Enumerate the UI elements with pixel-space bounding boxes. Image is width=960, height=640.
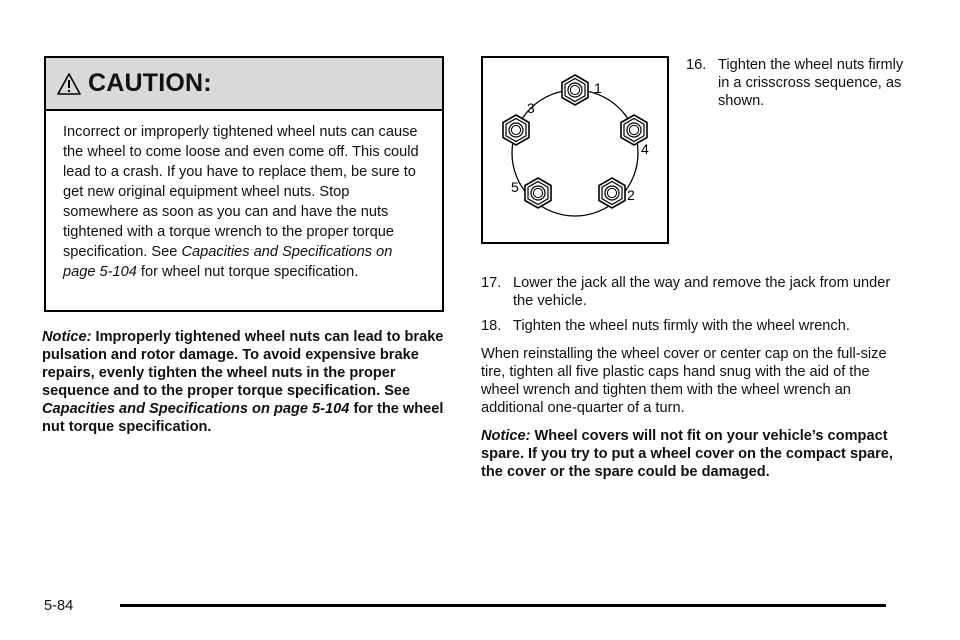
notice-label: Notice: bbox=[42, 329, 92, 345]
wheel-nut-1 bbox=[562, 75, 588, 105]
step-number: 17. bbox=[481, 275, 502, 291]
step-17 bbox=[481, 274, 901, 310]
step-number: 18. bbox=[481, 318, 502, 334]
notice-reference: Capacities and Specifications on page 5-104 bbox=[42, 401, 350, 417]
reinstall-paragraph: When reinstalling the wheel cover or center cap on the full-size tire, tighten all five plastic caps hand snug with the aid of the wheel wrench and tighten them with the wheel wrench an additional one-quarter of a turn. bbox=[481, 346, 887, 416]
notice-text: Wheel covers will not fit on your vehicle’s compact spare. If you try to put a wheel cover on the compact spare, the cover or the spare could be damaged. bbox=[481, 428, 893, 480]
notice-wheel-cover bbox=[481, 427, 901, 481]
warning-triangle-icon bbox=[56, 72, 82, 96]
caution-text: Incorrect or improperly tightened wheel nuts can cause the wheel to come loose and even come off. This could lead to a crash. If you have to replace them, be sure to get new original equipment wheel nuts. Stop somewhere as soon as you can and have the nuts tightened with a torque wrench to the proper torque specification. See bbox=[63, 124, 419, 260]
step-16 bbox=[686, 56, 916, 110]
notice-text: Improperly tightened wheel nuts can lead to brake pulsation and rotor damage. To avoid expensive brake repairs, evenly tighten the wheel nuts in the proper sequence and to the proper torque specification. See bbox=[42, 329, 444, 399]
step-18 bbox=[481, 317, 901, 335]
notice-label: Notice: bbox=[481, 428, 531, 444]
caution-body bbox=[46, 111, 442, 282]
wheel-nut-sequence-diagram bbox=[481, 56, 669, 244]
step-text: Tighten the wheel nuts firmly with the wheel wrench. bbox=[513, 318, 850, 334]
caution-box bbox=[44, 56, 444, 312]
wheel-nut-5 bbox=[525, 178, 551, 208]
notice-text-end: for the wheel nut torque specification. bbox=[42, 401, 444, 435]
wheel-nut-2 bbox=[599, 178, 625, 208]
caution-text-end: for wheel nut torque specification. bbox=[136, 264, 359, 280]
wheel-diagram-svg bbox=[483, 58, 667, 242]
notice-brake bbox=[42, 328, 452, 436]
nut-label-1: 1 bbox=[594, 80, 602, 96]
caution-header bbox=[46, 58, 442, 111]
step-text: Lower the jack all the way and remove the jack from under the vehicle. bbox=[513, 275, 891, 309]
nut-label-5: 5 bbox=[511, 179, 519, 195]
caution-title: CAUTION: bbox=[88, 69, 212, 97]
caution-reference: Capacities and Specifications on page 5-104 bbox=[63, 244, 393, 280]
nut-label-3: 3 bbox=[527, 100, 535, 116]
page-number: 5-84 bbox=[44, 598, 74, 614]
wheel-nut-3 bbox=[503, 115, 529, 145]
nut-label-4: 4 bbox=[641, 141, 649, 157]
footer-rule bbox=[120, 604, 886, 607]
step-text: Tighten the wheel nuts firmly in a crisscross sequence, as shown. bbox=[718, 57, 904, 109]
step-number: 16. bbox=[686, 57, 707, 73]
right-column bbox=[481, 274, 901, 488]
nut-label-2: 2 bbox=[627, 187, 635, 203]
